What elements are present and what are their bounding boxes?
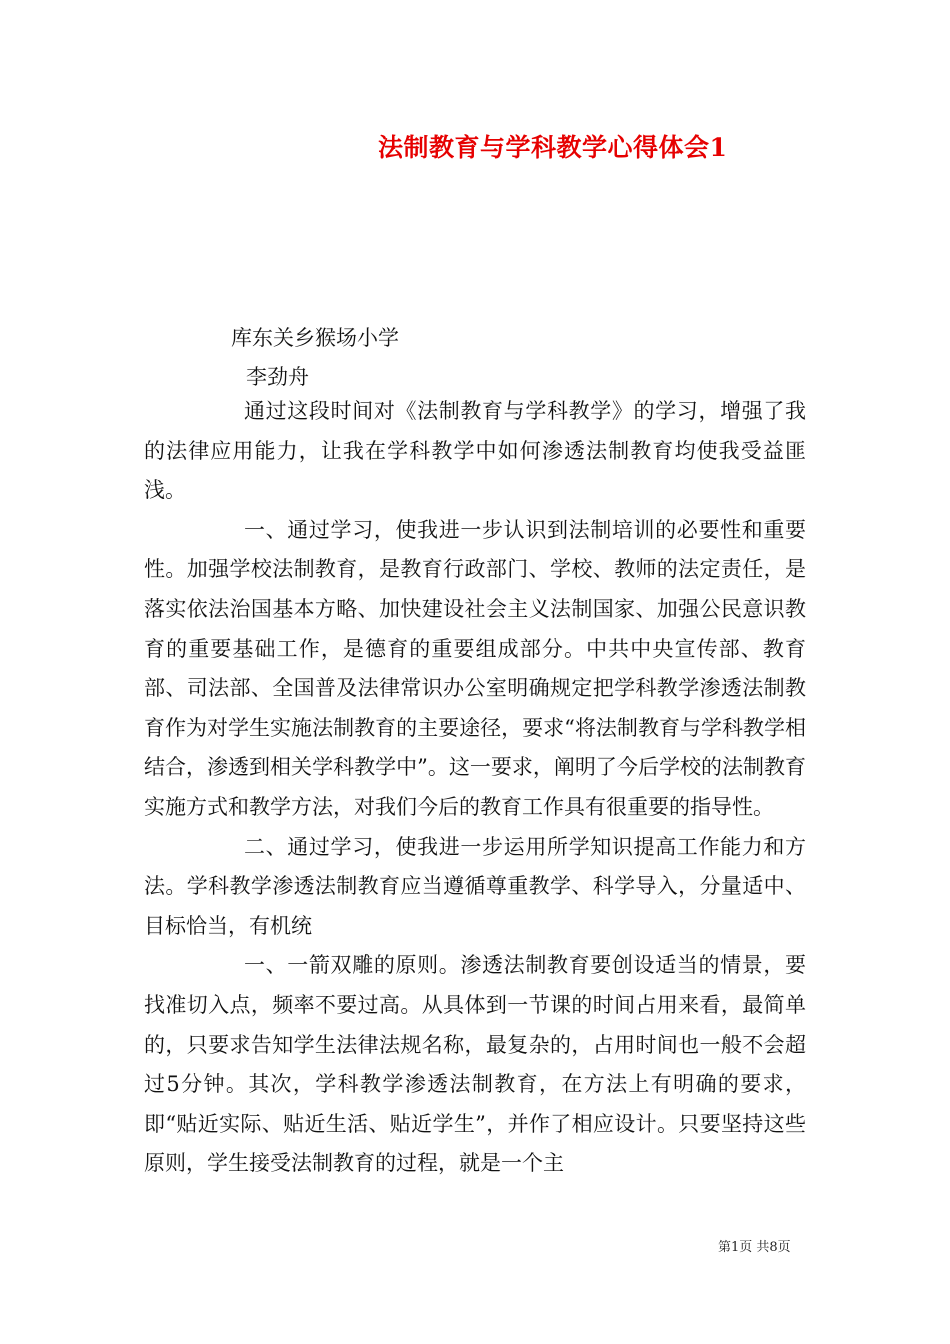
document-body (144, 392, 806, 1184)
paragraph-3: 二、通过学习，使我进一步运用所学知识提高工作能力和方法。学科教学渗透法制教育应当遵循尊重教学、科学导入，分量适中、目标恰当，有机统 (144, 834, 806, 938)
author-name: 李劲舟 (246, 365, 309, 389)
paragraph-4: 一、一箭双雕的原则。渗透法制教育要创设适当的情景，要找准切入点，频率不要过高。从具体到一节课的时间占用来看，最简单的，只要求告知学生法律法规名称，最复杂的，占用时间也一般不会超过5分钟。其次，学科教学渗透法制教育，在方法上有明确的要求，即“贴近实际、贴近生活、贴近学生”，并作了相应设计。只要坚持这些原则，学生接受法制教育的过程，就是一个主 (144, 953, 806, 1176)
paragraph-1: 通过这段时间对《法制教育与学科教学》的学习，增强了我的法律应用能力，让我在学科教学中如何渗透法制教育均使我受益匪浅。 (144, 399, 806, 503)
document-title: 法制教育与学科教学心得体会1 (378, 133, 728, 162)
school-name: 库东关乡猴场小学 (231, 326, 399, 350)
page-footer: 第1页 共8页 (718, 1240, 791, 1255)
paragraph-2: 一、通过学习，使我进一步认识到法制培训的必要性和重要性。加强学校法制教育，是教育行政部门、学校、教师的法定责任，是落实依法治国基本方略、加快建设社会主义法制国家、加强公民意识教育的重要基础工作，是德育的重要组成部分。中共中央宣传部、教育部、司法部、全国普及法律常识办公室明确规定把学科教学渗透法制教育作为对学生实施法制教育的主要途径，要求“将法制教育与学科教学相结合，渗透到相关学科教学中”。这一要求，阐明了今后学校的法制教育实施方式和教学方法，对我们今后的教育工作具有很重要的指导性。 (144, 517, 806, 819)
